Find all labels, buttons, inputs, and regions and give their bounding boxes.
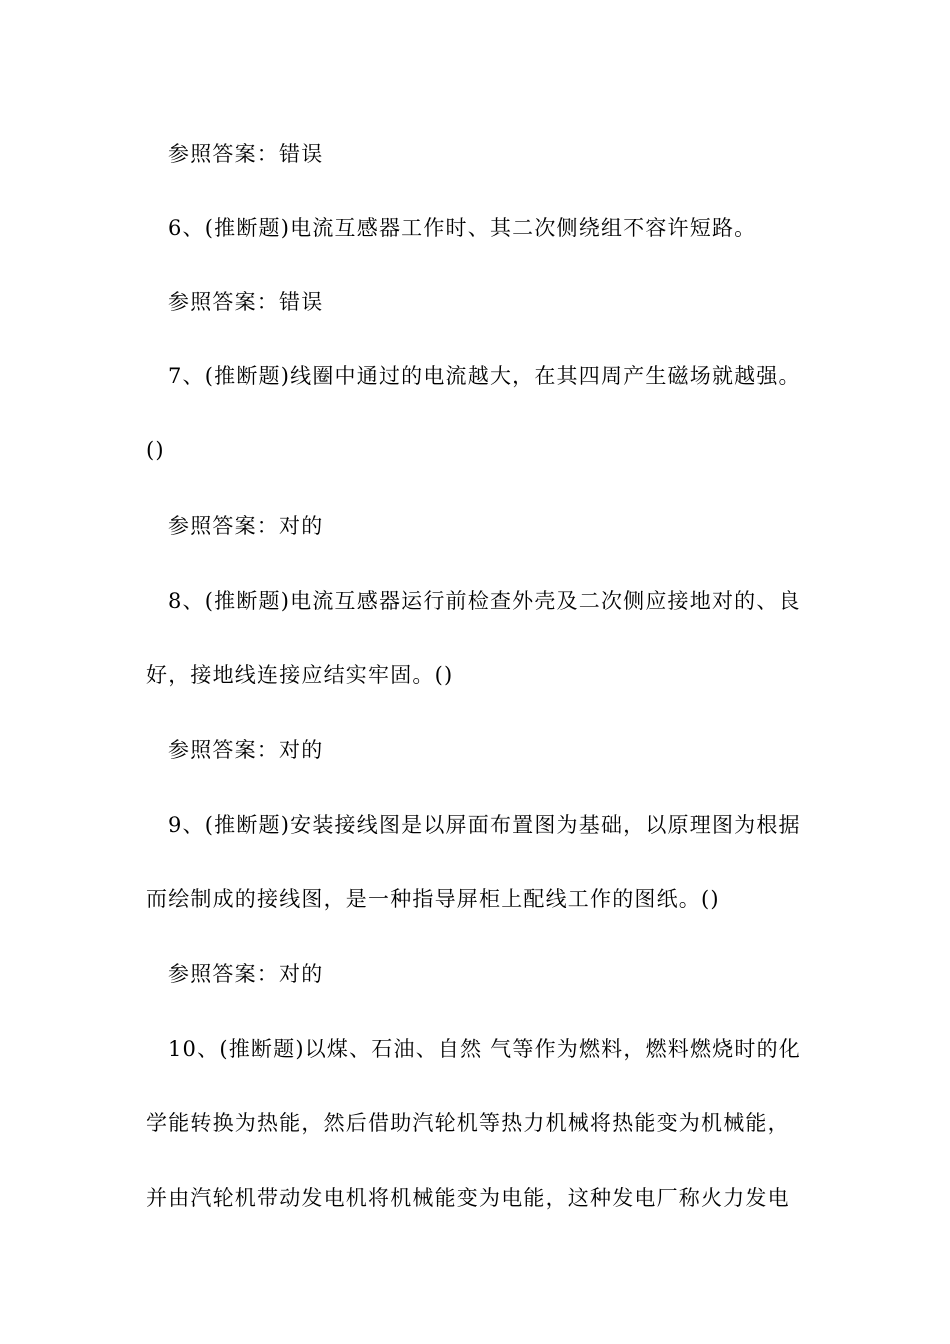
question-9-line-2: 而绘制成的接线图，是一种指导屏柜上配线工作的图纸。() [146,887,720,911]
question-10-line-2: 学能转换为热能，然后借助汽轮机等热力机械将热能变为机械能， [146,1111,790,1135]
answer-line-q8: 参照答案：对的 [168,738,324,762]
question-7-line-2: () [146,438,165,462]
answer-line-q9: 参照答案：对的 [168,962,324,986]
answer-line-q5: 参照答案：错误 [168,142,324,166]
answer-line-q6: 参照答案：错误 [168,290,324,314]
question-8-line-1: 8、(推断题)电流互感器运行前检查外壳及二次侧应接地对的、良 [168,589,801,613]
question-10-line-1: 10、(推断题)以煤、石油、自然 气等作为燃料，燃料燃烧时的化 [168,1037,801,1061]
question-7-line-1: 7、(推断题)线圈中通过的电流越大，在其四周产生磁场就越强。 [168,364,801,388]
answer-line-q7: 参照答案：对的 [168,514,324,538]
question-9-line-1: 9、(推断题)安装接线图是以屏面布置图为基础，以原理图为根据 [168,813,801,837]
question-10-line-3: 并由汽轮机带动发电机将机械能变为电能，这种发电厂称火力发电 [146,1186,790,1210]
question-8-line-2: 好，接地线连接应结实牢固。() [146,663,454,687]
question-6: 6、(推断题)电流互感器工作时、其二次侧绕组不容许短路。 [168,216,757,240]
